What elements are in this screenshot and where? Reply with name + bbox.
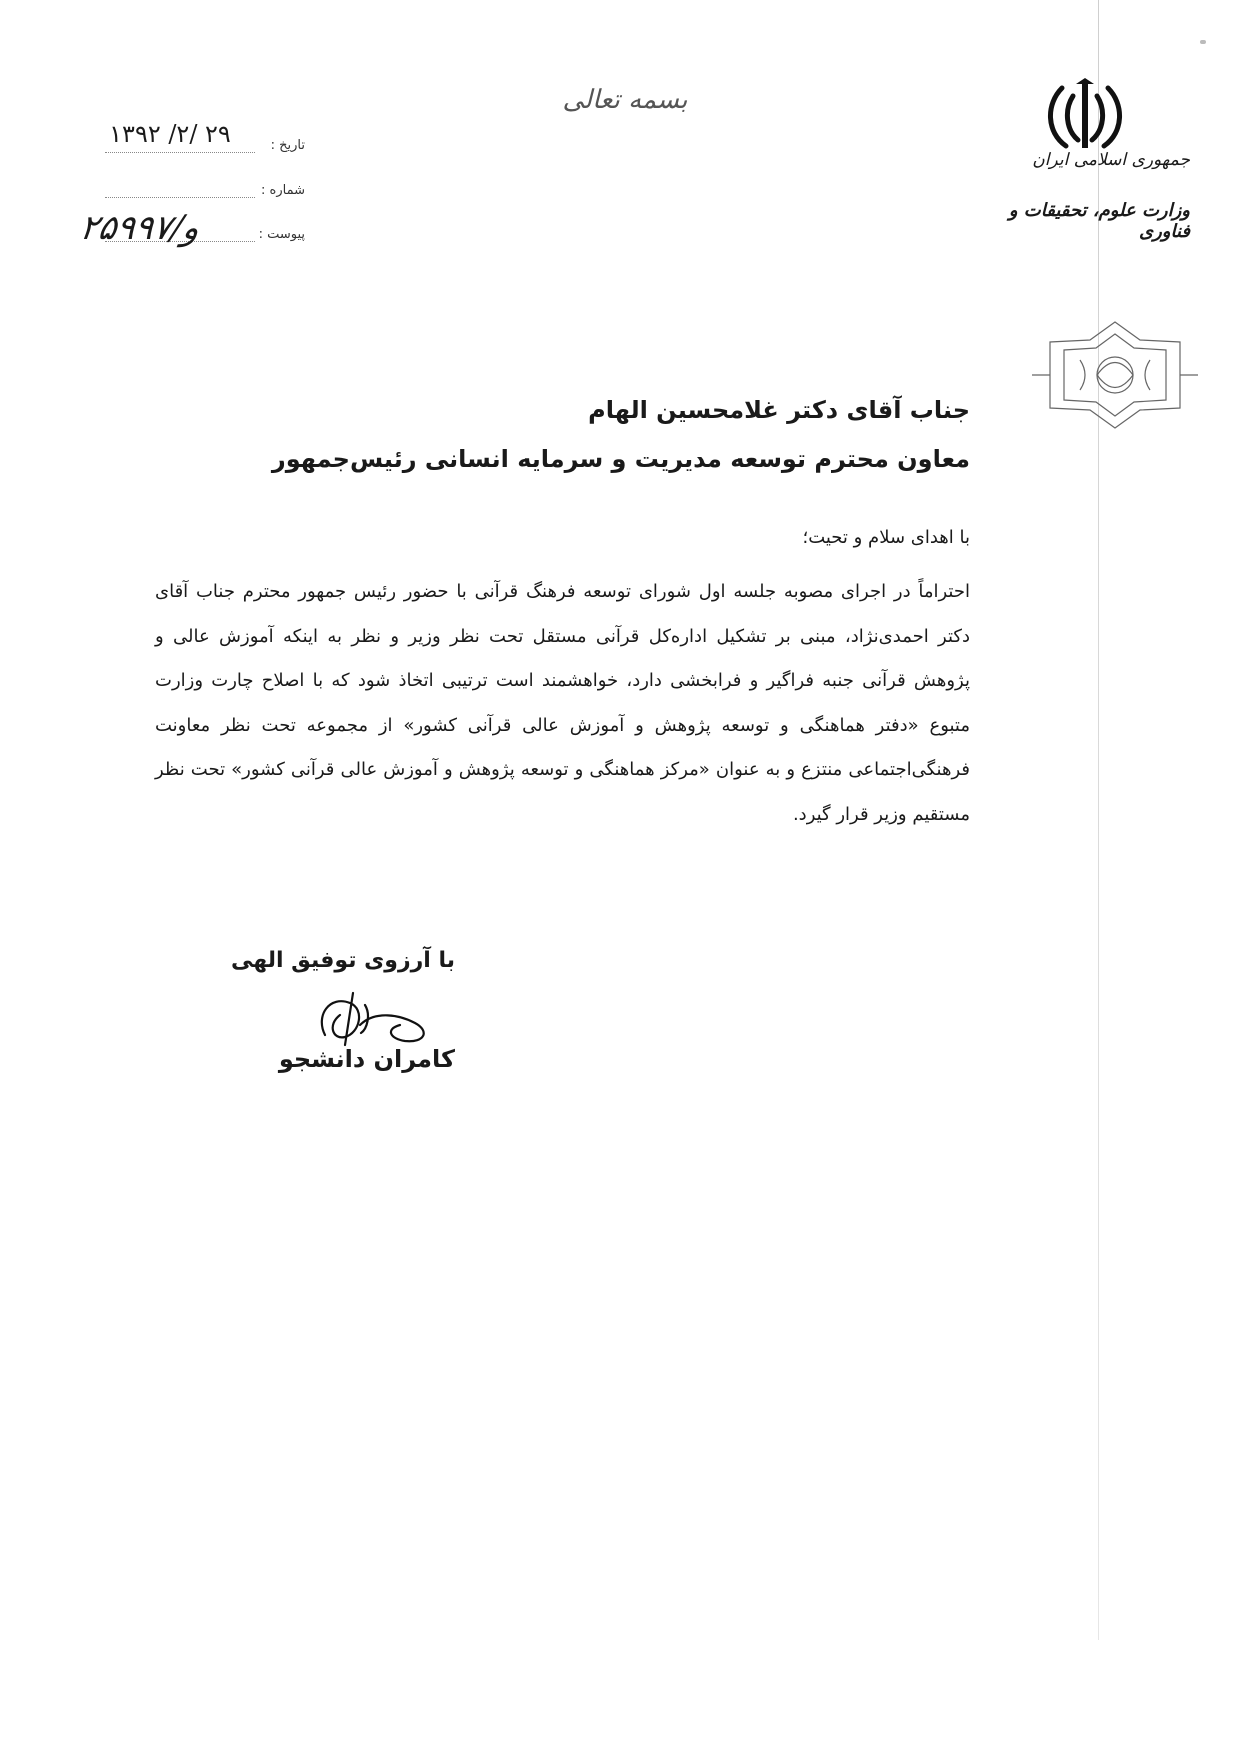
number-field xyxy=(105,183,305,207)
scan-artifact xyxy=(1200,40,1206,44)
greeting: با اهدای سلام و تحیت؛ xyxy=(802,527,970,548)
letter-number: ۲۵۹۹۷/و xyxy=(77,208,202,248)
scan-edge-line xyxy=(1098,0,1099,1640)
dotted-line xyxy=(105,152,255,153)
addressee-title: معاون محترم توسعه مدیریت و سرمایه انسانی رئیس‌جمهور xyxy=(271,445,970,473)
closing-wish: با آرزوی توفیق الهی xyxy=(230,948,455,973)
date-field xyxy=(105,138,305,162)
iran-emblem-icon xyxy=(1040,78,1130,156)
signer-name: کامران دانشجو xyxy=(278,1045,455,1073)
attachment-label: پیوست : xyxy=(258,227,305,242)
dotted-line xyxy=(105,197,255,198)
date-label: تاریخ : xyxy=(270,138,305,153)
letter-date: ۱۳۹۲ /۲/ ۲۹ xyxy=(109,120,231,148)
basmala-heading: بسمه تعالی xyxy=(562,85,688,115)
number-label: شماره : xyxy=(261,183,305,198)
ministry-name: وزارت علوم، تحقیقات و فناوری xyxy=(1008,200,1190,242)
country-name: جمهوری اسلامی ایران xyxy=(1032,150,1190,170)
islamic-ornament-icon xyxy=(1030,320,1200,430)
letter-body: احتراماً در اجرای مصوبه جلسه اول شورای توسعه فرهنگ قرآنی با حضور رئیس جمهور محترم جناب آقای دکتر احمدی‌نژاد، مبنی بر تشکیل اداره‌کل قرآنی مستقل تحت نظر وزیر و نظر به اینکه آموزش عالی و پژوهش قرآنی جنبه فراگیر و فرابخشی دارد، خواهشمند است ترتیبی اتخاذ شود که با اصلاح چارت وزارت متبوع «دفتر هماهنگی و توسعه پژوهش و آموزش عالی قرآنی کشور» از مجموعه تحت نظر معاونت فرهنگی‌اجتماعی منتزع و به عنوان «مرکز هماهنگی و توسعه پژوهش و آموزش عالی قرآنی کشور» تحت نظر مستقیم وزیر قرار گیرد. xyxy=(155,581,970,825)
addressee-name: جناب آقای دکتر غلامحسین الهام xyxy=(588,396,970,424)
